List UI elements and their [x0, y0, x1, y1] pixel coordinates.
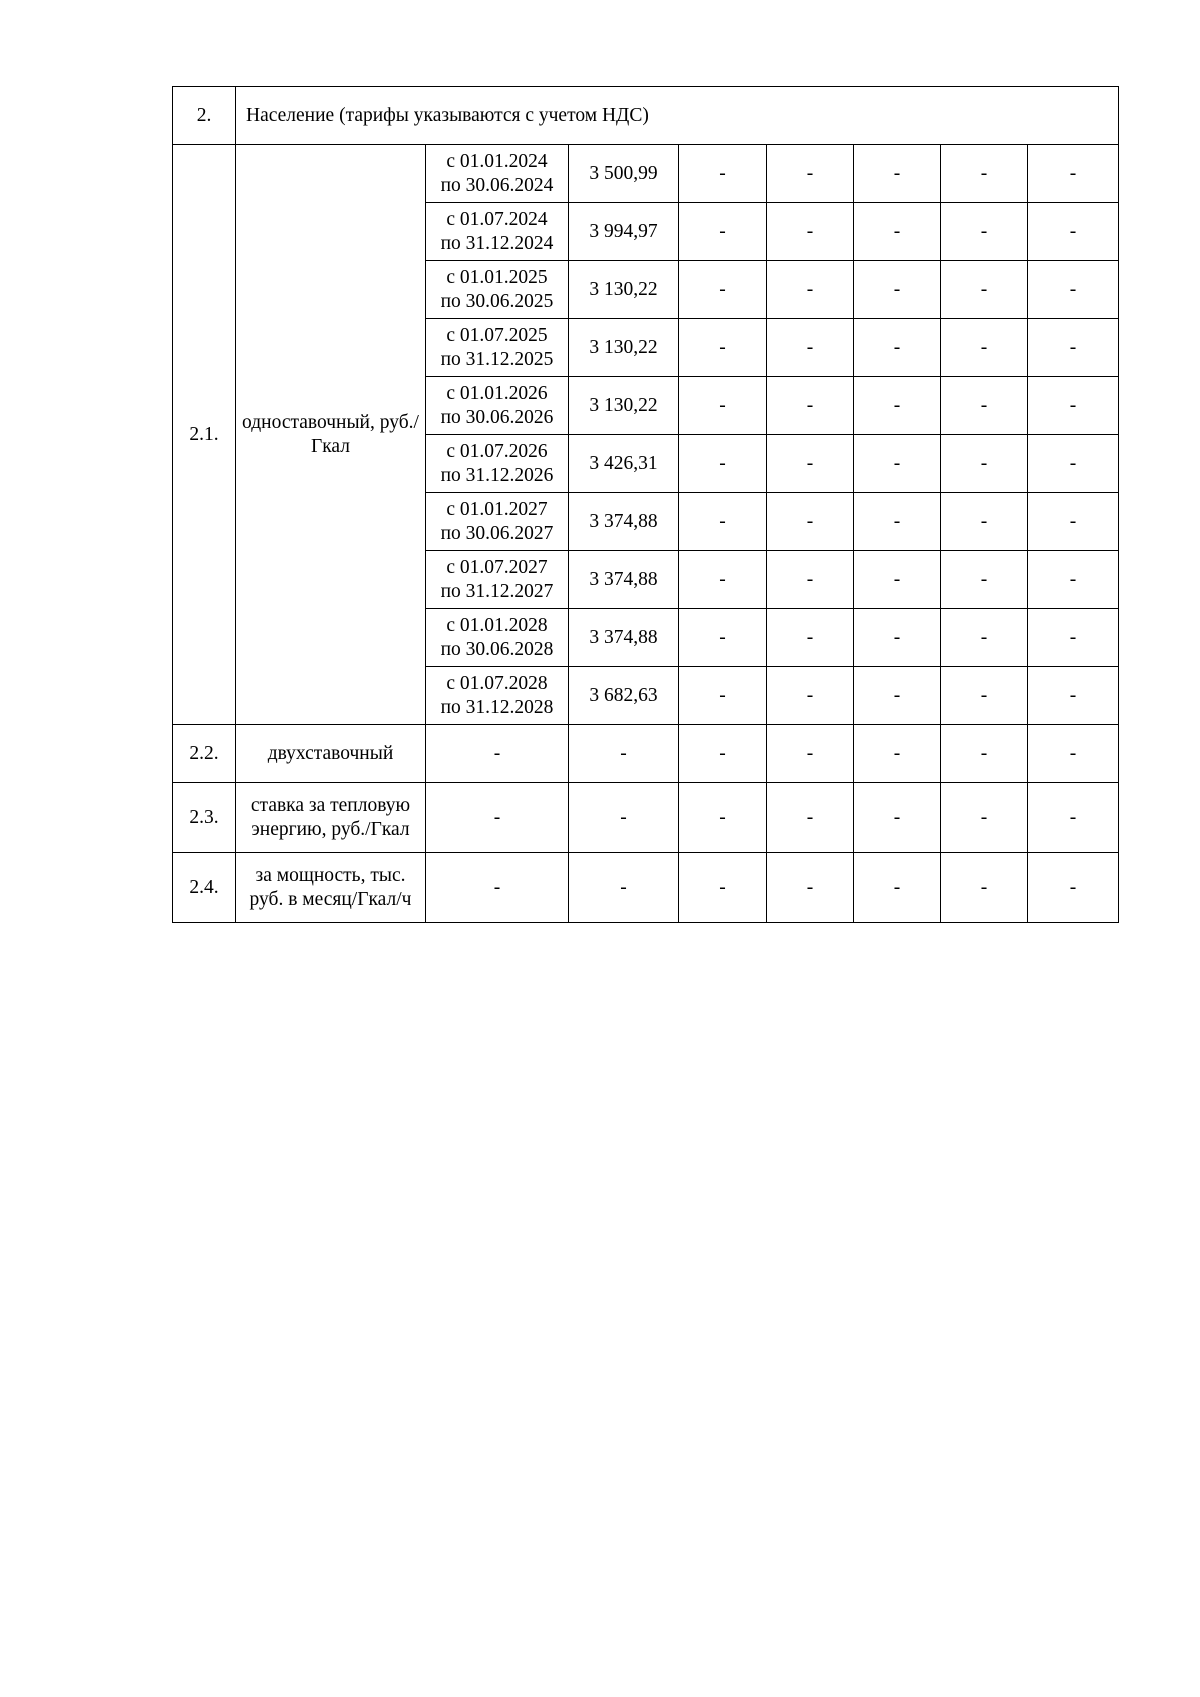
period-cell [426, 667, 569, 725]
empty-value-cell: - [941, 145, 1028, 203]
empty-value-cell: - [1028, 261, 1119, 319]
tariff-table-body [173, 87, 1119, 923]
empty-value-cell: - [679, 725, 767, 783]
tariff-value: 3 374,88 [569, 493, 679, 551]
period-from: с 01.07.2028 [446, 673, 548, 695]
period-cell [426, 203, 569, 261]
period-from: с 01.01.2028 [446, 615, 548, 637]
row-number: 2.4. [173, 853, 236, 923]
empty-value-cell: - [767, 145, 854, 203]
tariff-row [173, 783, 1119, 853]
period-to: по 30.06.2024 [440, 174, 554, 196]
empty-value-cell: - [679, 853, 767, 923]
tariff-row [173, 853, 1119, 923]
empty-value-cell: - [941, 261, 1028, 319]
empty-value-cell: - [941, 435, 1028, 493]
empty-value-cell: - [569, 725, 679, 783]
period-to: по 31.12.2025 [440, 348, 554, 370]
empty-value-cell: - [1028, 725, 1119, 783]
period-from: с 01.01.2025 [446, 267, 548, 289]
period-cell [426, 435, 569, 493]
empty-value-cell: - [941, 551, 1028, 609]
tariff-name: двухставочный [236, 725, 426, 783]
empty-value-cell: - [679, 609, 767, 667]
empty-value-cell: - [941, 493, 1028, 551]
empty-value-cell: - [941, 853, 1028, 923]
tariff-value: 3 374,88 [569, 609, 679, 667]
empty-value-cell: - [854, 609, 941, 667]
empty-value-cell: - [767, 725, 854, 783]
empty-value-cell: - [679, 435, 767, 493]
row-number: 2.1. [173, 145, 236, 725]
empty-value-cell: - [679, 667, 767, 725]
tariff-name: ставка за тепловую энергию, руб./Гкал [236, 783, 426, 853]
empty-value-cell: - [941, 319, 1028, 377]
period-cell [426, 493, 569, 551]
empty-value-cell: - [854, 853, 941, 923]
empty-value-cell: - [854, 377, 941, 435]
empty-value-cell: - [941, 609, 1028, 667]
empty-value-cell: - [767, 435, 854, 493]
empty-value-cell: - [854, 725, 941, 783]
empty-value-cell: - [426, 725, 569, 783]
empty-value-cell: - [426, 783, 569, 853]
empty-value-cell: - [767, 609, 854, 667]
period-from: с 01.07.2027 [446, 557, 548, 579]
period-to: по 30.06.2025 [440, 290, 554, 312]
empty-value-cell: - [679, 783, 767, 853]
tariff-value: 3 500,99 [569, 145, 679, 203]
period-cell [426, 319, 569, 377]
empty-value-cell: - [1028, 783, 1119, 853]
empty-value-cell: - [767, 203, 854, 261]
period-from: с 01.07.2025 [446, 325, 548, 347]
tariff-value: 3 682,63 [569, 667, 679, 725]
period-cell [426, 145, 569, 203]
empty-value-cell: - [1028, 667, 1119, 725]
empty-value-cell: - [854, 145, 941, 203]
empty-value-cell: - [854, 261, 941, 319]
empty-value-cell: - [854, 435, 941, 493]
empty-value-cell: - [1028, 203, 1119, 261]
empty-value-cell: - [767, 261, 854, 319]
period-to: по 31.12.2026 [440, 464, 554, 486]
empty-value-cell: - [1028, 609, 1119, 667]
period-cell [426, 609, 569, 667]
empty-value-cell: - [941, 203, 1028, 261]
period-to: по 30.06.2026 [440, 406, 554, 428]
empty-value-cell: - [679, 145, 767, 203]
empty-value-cell: - [569, 853, 679, 923]
tariff-value: 3 994,97 [569, 203, 679, 261]
period-row [173, 145, 1119, 203]
tariff-name: одноставочный, руб./Гкал [236, 145, 426, 725]
period-from: с 01.07.2024 [446, 209, 548, 231]
row-number: 2.3. [173, 783, 236, 853]
empty-value-cell: - [1028, 319, 1119, 377]
empty-value-cell: - [679, 261, 767, 319]
empty-value-cell: - [1028, 551, 1119, 609]
tariff-value: 3 130,22 [569, 319, 679, 377]
empty-value-cell: - [426, 853, 569, 923]
empty-value-cell: - [854, 667, 941, 725]
period-from: с 01.01.2026 [446, 383, 548, 405]
empty-value-cell: - [1028, 493, 1119, 551]
tariff-value: 3 130,22 [569, 261, 679, 319]
period-from: с 01.07.2026 [446, 441, 548, 463]
tariff-name: за мощность, тыс. руб. в месяц/Гкал/ч [236, 853, 426, 923]
section-number: 2. [173, 87, 236, 145]
empty-value-cell: - [854, 493, 941, 551]
period-to: по 31.12.2024 [440, 232, 554, 254]
empty-value-cell: - [767, 783, 854, 853]
section-title: Население (тарифы указываются с учетом НДС) [236, 87, 1119, 145]
empty-value-cell: - [679, 203, 767, 261]
empty-value-cell: - [1028, 377, 1119, 435]
empty-value-cell: - [1028, 853, 1119, 923]
empty-value-cell: - [941, 667, 1028, 725]
empty-value-cell: - [854, 319, 941, 377]
empty-value-cell: - [1028, 145, 1119, 203]
period-to: по 31.12.2028 [440, 696, 554, 718]
empty-value-cell: - [767, 377, 854, 435]
empty-value-cell: - [854, 783, 941, 853]
tariff-value: 3 374,88 [569, 551, 679, 609]
period-from: с 01.01.2024 [446, 151, 548, 173]
empty-value-cell: - [679, 551, 767, 609]
empty-value-cell: - [679, 319, 767, 377]
empty-value-cell: - [941, 377, 1028, 435]
tariff-value: 3 426,31 [569, 435, 679, 493]
period-to: по 30.06.2027 [440, 522, 554, 544]
tariff-value: 3 130,22 [569, 377, 679, 435]
row-number: 2.2. [173, 725, 236, 783]
empty-value-cell: - [679, 377, 767, 435]
empty-value-cell: - [767, 493, 854, 551]
tariff-table [172, 86, 1119, 923]
empty-value-cell: - [941, 783, 1028, 853]
empty-value-cell: - [854, 551, 941, 609]
empty-value-cell: - [854, 203, 941, 261]
tariff-row [173, 725, 1119, 783]
empty-value-cell: - [679, 493, 767, 551]
empty-value-cell: - [569, 783, 679, 853]
empty-value-cell: - [767, 551, 854, 609]
period-cell [426, 377, 569, 435]
period-cell [426, 551, 569, 609]
period-cell [426, 261, 569, 319]
section-row [173, 87, 1119, 145]
empty-value-cell: - [1028, 435, 1119, 493]
period-from: с 01.01.2027 [446, 499, 548, 521]
empty-value-cell: - [941, 725, 1028, 783]
empty-value-cell: - [767, 853, 854, 923]
period-to: по 31.12.2027 [440, 580, 554, 602]
empty-value-cell: - [767, 319, 854, 377]
period-to: по 30.06.2028 [440, 638, 554, 660]
empty-value-cell: - [767, 667, 854, 725]
